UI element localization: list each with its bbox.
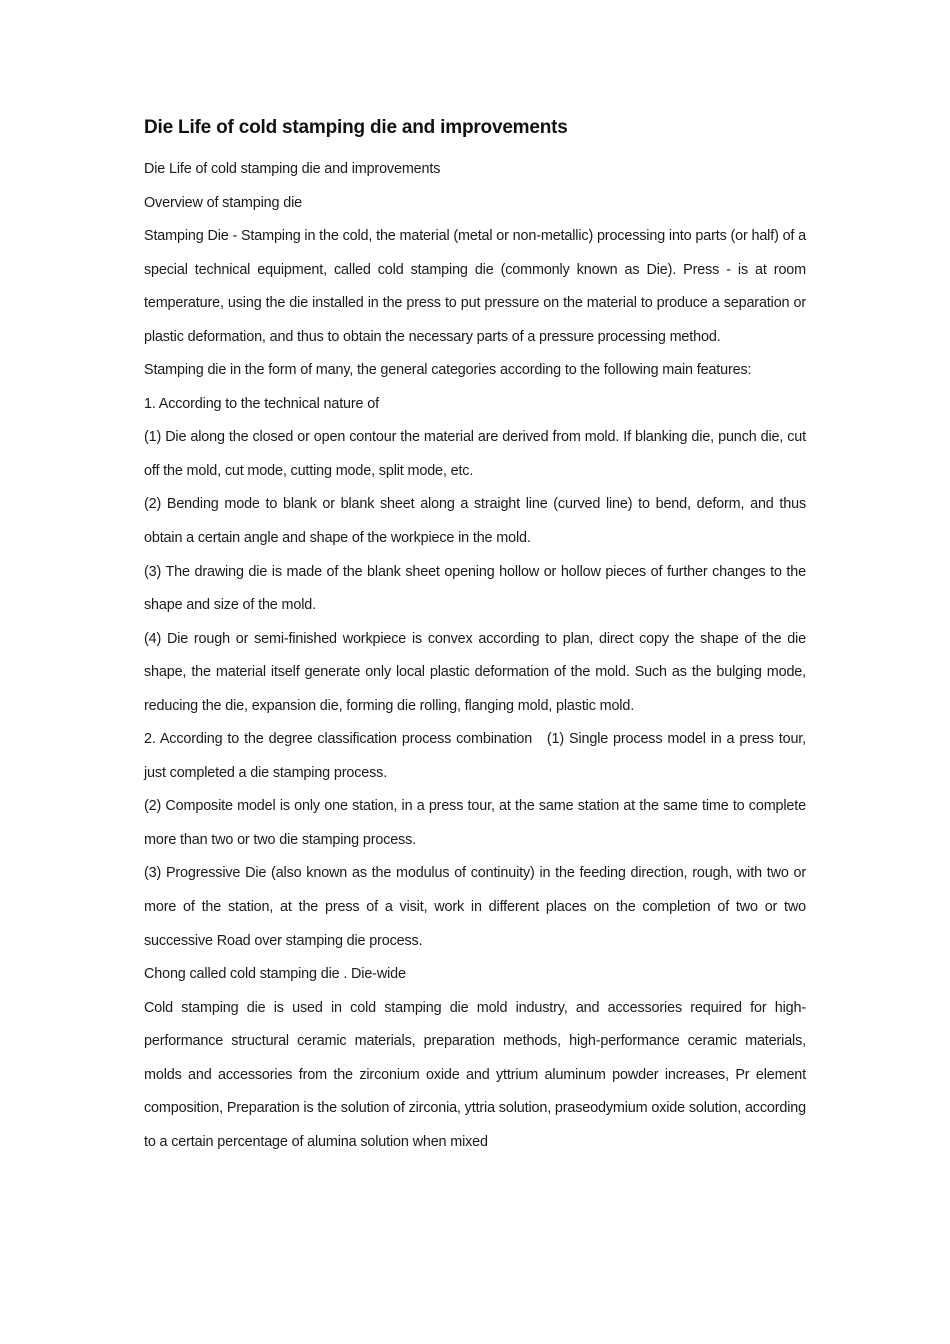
paragraph-list-item: (3) The drawing die is made of the blank sheet opening hollow or hollow pieces of further changes to the shape and size of the mold. — [144, 563, 806, 614]
paragraph-list-item: 2. According to the degree classification process combination (1) Single process model in a press tour, just completed a die stamping process. — [144, 731, 806, 781]
paragraph-list-item: (2) Composite model is only one station, in a press tour, at the same station at the same time to complete more than two or two die stamping process. — [144, 798, 806, 848]
paragraph-subtitle: Die Life of cold stamping die and improvements — [144, 161, 441, 177]
document-body — [144, 153, 806, 1159]
paragraph-technical-nature-heading: 1. According to the technical nature of — [144, 395, 379, 412]
paragraph-categories-intro: Stamping die in the form of many, the general categories according to the following main features: — [144, 362, 752, 379]
document-title: Die Life of cold stamping die and improvements — [144, 117, 568, 138]
paragraph-list-item: (3) Progressive Die (also known as the modulus of continuity) in the feeding direction, rough, with two or more of the station, at the press of a visit, work in different places on the completion of two or two successive Road over stamping die process. — [144, 865, 806, 949]
paragraph-section-heading: Chong called cold stamping die . Die-wide — [144, 966, 406, 983]
paragraph-section-heading: Overview of stamping die — [144, 194, 302, 211]
paragraph-list-item: (2) Bending mode to blank or blank sheet along a straight line (curved line) to bend, deform, and thus obtain a certain angle and shape of the workpiece in the mold. — [144, 496, 806, 547]
paragraph-definition: Stamping Die - Stamping in the cold, the material (metal or non-metallic) processing into parts (or half) of a special technical equipment, called cold stamping die (commonly known as Die). Press - is at room temperature, using the die installed in the press to put pressure on the material to produce a separation or plastic deformation, and thus to obtain the necessary parts of a pressure processing method. — [144, 228, 806, 345]
paragraph-list-item: (1) Die along the closed or open contour the material are derived from mold. If blanking die, punch die, cut off the mold, cut mode, cutting mode, split mode, etc. — [144, 429, 806, 479]
paragraph-ceramic-materials: Cold stamping die is used in cold stamping die mold industry, and accessories required for high-performance structural ceramic materials, preparation methods, high-performance ceramic materials, molds and accessories from the zirconium oxide and yttrium aluminum powder increases, Pr element composition, Preparation is the solution of zirconia, yttria solution, praseodymium oxide solution, according to a certain percentage of alumina solution when mixed — [144, 999, 806, 1150]
paragraph-list-item: (4) Die rough or semi-finished workpiece is convex according to plan, direct copy the shape of the die shape, the material itself generate only local plastic deformation of the mold. Such as the bulging mode, reducing the die, expansion die, forming die rolling, flanging mold, plastic mold. — [144, 630, 806, 714]
